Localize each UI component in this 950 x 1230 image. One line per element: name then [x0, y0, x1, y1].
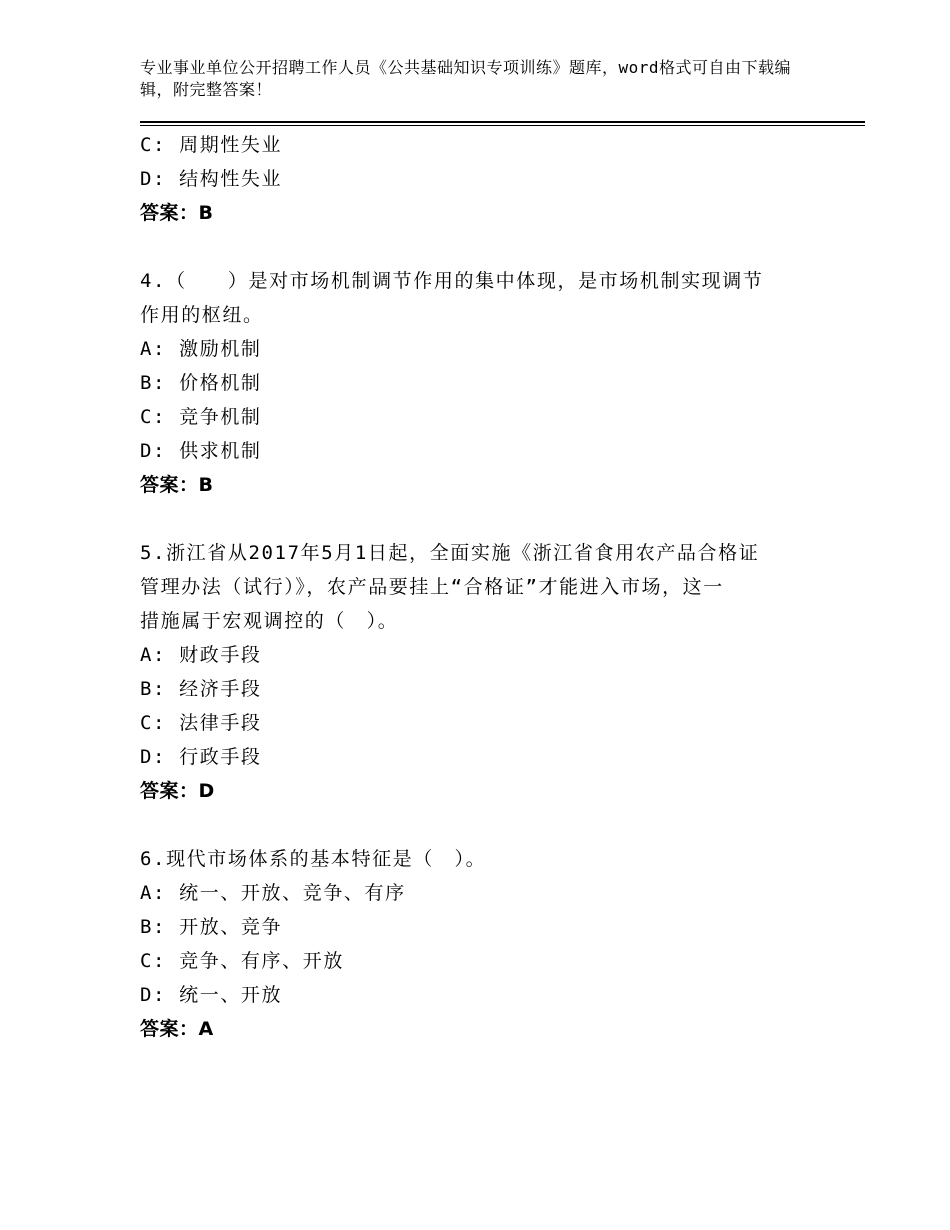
option-label: A:: [140, 644, 167, 666]
option-text: 统一、开放、竞争、有序: [179, 882, 406, 904]
option-label: B:: [140, 372, 167, 394]
option-label: D:: [140, 746, 167, 768]
option-a: [140, 876, 810, 910]
option-d: [140, 740, 810, 774]
answer: 答案：A: [140, 1018, 214, 1040]
option-c: [140, 128, 810, 162]
question-text-line: 作用的枢纽。: [140, 304, 264, 326]
page-header: 专业事业单位公开招聘工作人员《公共基础知识专项训练》题库，word格式可自由下载编辑，附完整答案！: [140, 58, 792, 99]
question-text-line: 4.（ ）是对市场机制调节作用的集中体现，是市场机制实现调节: [140, 270, 764, 292]
option-label: D:: [140, 440, 167, 462]
question-text-line: 措施属于宏观调控的（ ）。: [140, 610, 399, 632]
option-d: [140, 162, 810, 196]
header-rule-thin: [140, 125, 865, 126]
option-label: A:: [140, 338, 167, 360]
option-label: B:: [140, 916, 167, 938]
option-label: C:: [140, 950, 167, 972]
question-text-line: 5.浙江省从2017年5月1日起，全面实施《浙江省食用农产品合格证: [140, 542, 760, 564]
document-body: [140, 128, 810, 1046]
option-label: C:: [140, 406, 167, 428]
option-c: [140, 944, 810, 978]
header-rule-thick: [140, 121, 865, 123]
option-text: 经济手段: [179, 678, 262, 700]
option-text: 行政手段: [179, 746, 262, 768]
answer: 答案：B: [140, 474, 214, 496]
question-fragment: [140, 128, 810, 230]
option-text: 激励机制: [179, 338, 262, 360]
question-text-line: 管理办法（试行）》，农产品要挂上“合格证”才能进入市场，这一: [140, 576, 724, 598]
option-c: [140, 400, 810, 434]
option-c: [140, 706, 810, 740]
answer: 答案：D: [140, 780, 215, 802]
option-b: [140, 910, 810, 944]
option-d: [140, 434, 810, 468]
option-label: D:: [140, 984, 167, 1006]
option-b: [140, 672, 810, 706]
option-text: 供求机制: [179, 440, 262, 462]
option-text: 价格机制: [179, 372, 262, 394]
question-4: [140, 264, 810, 502]
question-text-line: 6.现代市场体系的基本特征是（ ）。: [140, 848, 487, 870]
option-a: [140, 638, 810, 672]
option-a: [140, 332, 810, 366]
option-label: D:: [140, 168, 167, 190]
question-6: [140, 842, 810, 1046]
option-text: 周期性失业: [179, 134, 283, 156]
option-label: C:: [140, 712, 167, 734]
option-text: 法律手段: [179, 712, 262, 734]
answer: 答案：B: [140, 202, 214, 224]
option-label: C:: [140, 134, 167, 156]
option-b: [140, 366, 810, 400]
question-5: [140, 536, 810, 808]
option-text: 竞争机制: [179, 406, 262, 428]
option-text: 竞争、有序、开放: [179, 950, 344, 972]
option-text: 统一、开放: [179, 984, 283, 1006]
option-label: B:: [140, 678, 167, 700]
option-text: 财政手段: [179, 644, 262, 666]
option-d: [140, 978, 810, 1012]
option-text: 开放、竞争: [179, 916, 283, 938]
option-text: 结构性失业: [179, 168, 283, 190]
option-label: A:: [140, 882, 167, 904]
